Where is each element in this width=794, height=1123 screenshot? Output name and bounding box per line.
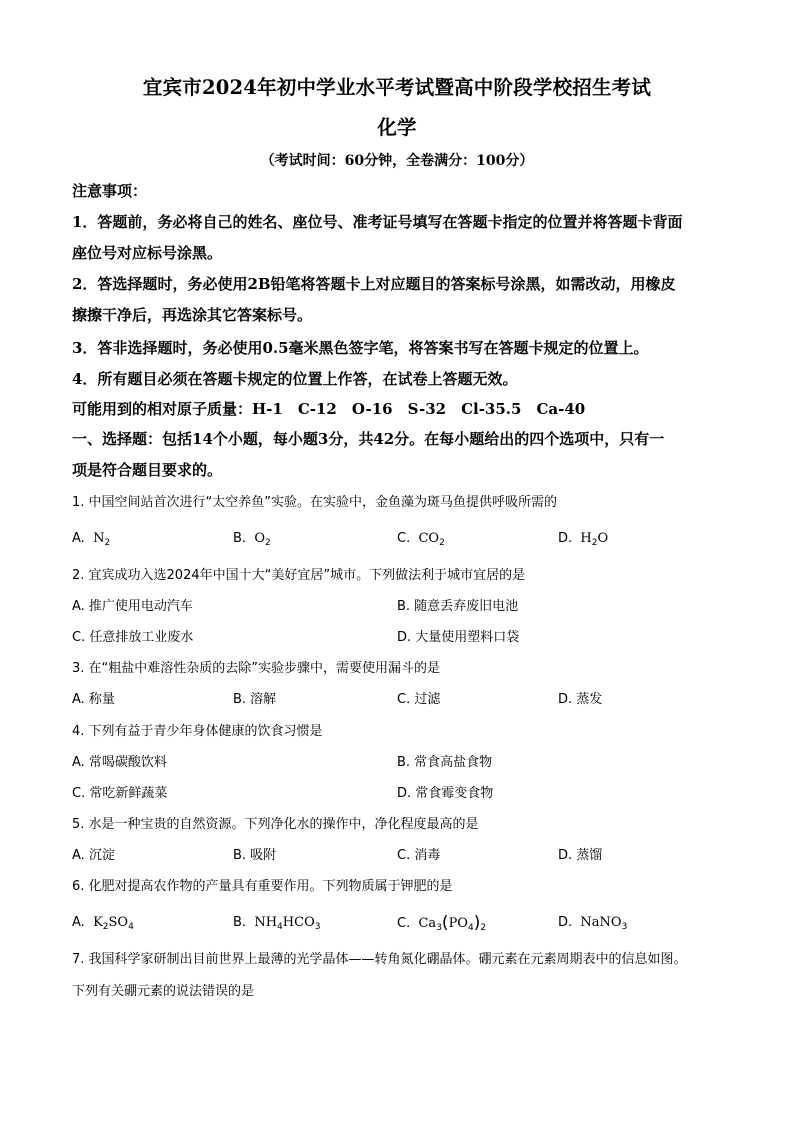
notice-item-3: 3．答非选择题时，务必使用0.5毫米黑色签字笔，将答案书写在答题卡规定的位置上。	[72, 339, 649, 357]
question-6-option-d[interactable]: D. NaNO$_3$	[558, 915, 628, 932]
question-3-option-b[interactable]: B. 溶解	[233, 692, 277, 707]
question-7-stem: 7. 我国科学家研制出目前世界上最薄的光学晶体——转角氮化硼晶体。硼元素在元素周期表中的信息如图。	[72, 952, 687, 967]
question-5-option-b[interactable]: B. 吸附	[233, 848, 277, 863]
question-6-option-a[interactable]: A. $K_2SO_4$	[72, 915, 134, 932]
atomic-masses: 可能用到的相对原子质量：H-1 C-12 O-16 S-32 Cl-35.5 Ca-40	[72, 400, 586, 418]
question-6-stem: 6. 化肥对提高农作物的产量具有重要作用。下列物质属于钾肥的是	[72, 879, 453, 894]
notice-heading: 注意事项：	[72, 182, 148, 200]
question-2-option-b[interactable]: B. 随意丢弃废旧电池	[397, 599, 519, 614]
question-4-option-c[interactable]: C. 常吃新鲜蔬菜	[72, 786, 168, 801]
question-3-option-c[interactable]: C. 过滤	[397, 692, 441, 707]
exam-title: 宜宾市2024年初中学业水平考试暨高中阶段学校招生考试	[142, 76, 652, 99]
question-2-option-c[interactable]: C. 任意排放工业废水	[72, 630, 194, 645]
question-1-stem: 1. 中国空间站首次进行“太空养鱼”实验。在实验中，金鱼藻为斑马鱼提供呼吸所需的	[72, 495, 558, 510]
question-3-option-a[interactable]: A. 称量	[72, 692, 115, 707]
question-6-option-b[interactable]: B. $NH_4HCO_3$	[233, 915, 321, 932]
notice-item-4: 4．所有题目必须在答题卡规定的位置上作答，在试卷上答题无效。	[72, 370, 518, 388]
question-2-option-a[interactable]: A. 推广使用电动汽车	[72, 599, 193, 614]
question-1-option-a[interactable]: A. $N_2$	[72, 531, 111, 548]
question-1-option-c[interactable]: C. $CO_2$	[397, 531, 445, 548]
question-2-stem: 2. 宜宾成功入选2024年中国十大“美好宜居”城市。下列做法利于城市宜居的是	[72, 568, 526, 583]
question-3-option-d[interactable]: D. 蒸发	[558, 692, 603, 707]
exam-info: （考试时间：60分钟，全卷满分：100分）	[260, 153, 534, 169]
section-1-heading-cont: 项是符合题目要求的。	[72, 461, 223, 479]
question-6-option-c[interactable]: C. $Ca_3(PO_4)_2$	[397, 913, 487, 933]
question-1-option-d[interactable]: D. $H_2O$	[558, 531, 609, 548]
question-7-stem-cont: 下列有关硼元素的说法错误的是	[72, 984, 255, 999]
question-5-option-a[interactable]: A. 沉淀	[72, 848, 115, 863]
question-5-option-d[interactable]: D. 蒸馏	[558, 848, 603, 863]
notice-item-2-cont: 擦擦干净后，再选涂其它答案标号。	[72, 306, 313, 324]
notice-item-2: 2．答选择题时，务必使用2B铅笔将答题卡上对应题目的答案标号涂黑，如需改动，用橡皮	[72, 275, 676, 293]
question-4-option-b[interactable]: B. 常食高盐食物	[397, 755, 493, 770]
question-4-option-a[interactable]: A. 常喝碳酸饮料	[72, 755, 167, 770]
question-1-option-b[interactable]: B. $O_2$	[233, 531, 271, 548]
question-2-option-d[interactable]: D. 大量使用塑料口袋	[397, 630, 520, 645]
section-1-heading: 一、选择题：包括14个小题，每小题3分，共42分。在每小题给出的四个选项中，只有一	[72, 430, 665, 448]
question-5-option-c[interactable]: C. 消毒	[397, 848, 441, 863]
subject-title: 化学	[377, 116, 417, 139]
question-4-stem: 4. 下列有益于青少年身体健康的饮食习惯是	[72, 724, 323, 739]
question-5-stem: 5. 水是一种宝贵的自然资源。下列净化水的操作中，净化程度最高的是	[72, 817, 479, 832]
notice-item-1-cont: 座位号对应标号涂黑。	[72, 244, 223, 262]
question-4-option-d[interactable]: D. 常食霉变食物	[397, 786, 494, 801]
notice-item-1: 1．答题前，务必将自己的姓名、座位号、准考证号填写在答题卡指定的位置并将答题卡背面	[72, 213, 683, 231]
question-3-stem: 3. 在“粗盐中难溶性杂质的去除”实验步骤中，需要使用漏斗的是	[72, 661, 441, 676]
